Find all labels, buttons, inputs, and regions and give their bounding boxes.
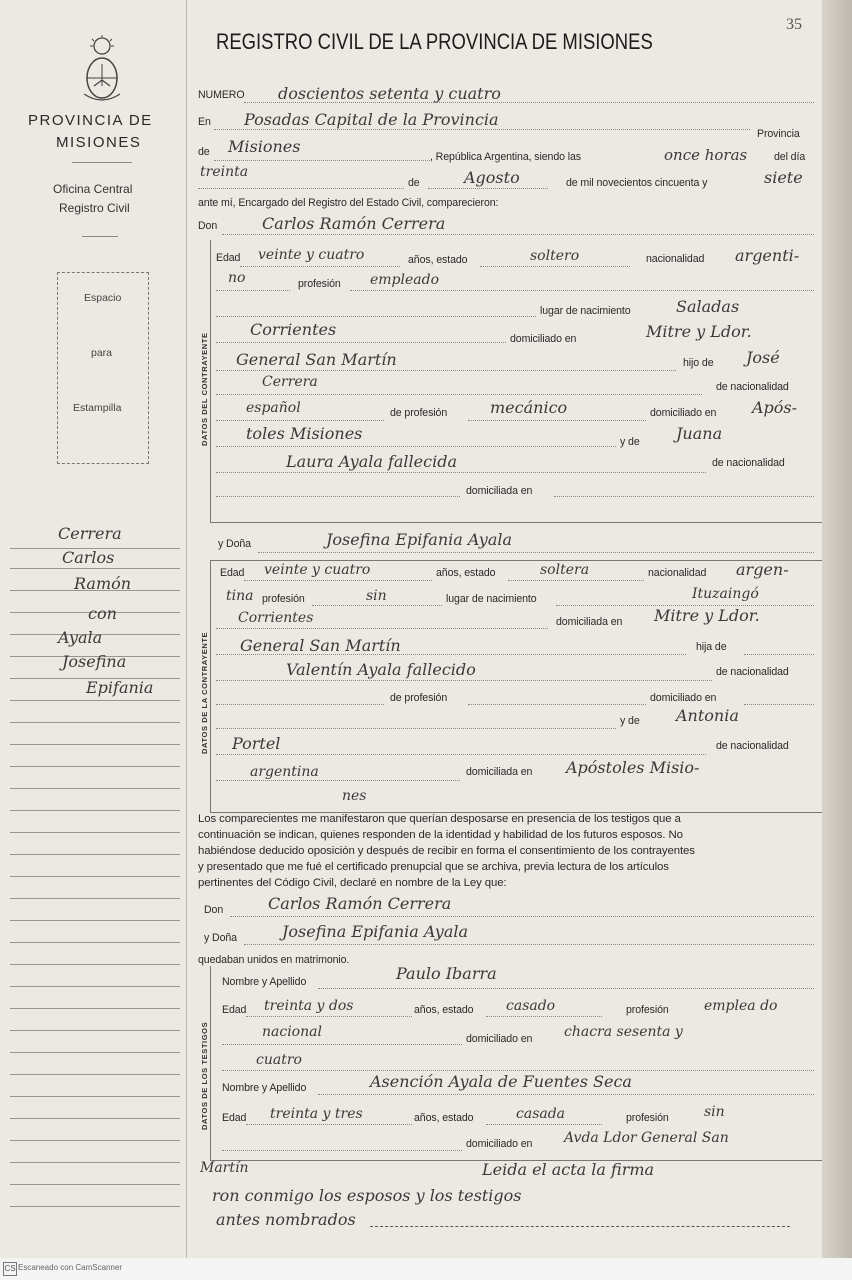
groom-birthplace-cont: Corrientes xyxy=(250,320,337,339)
fill-line xyxy=(468,420,646,421)
bride-mother: Antonia xyxy=(676,706,739,725)
margin-rule xyxy=(10,788,180,789)
label-de-profesion: de profesión xyxy=(390,692,448,704)
label-nombre-apellido: Nombre y Apellido xyxy=(222,976,307,988)
fill-line xyxy=(244,944,814,945)
fill-line xyxy=(468,704,646,705)
fill-line xyxy=(240,266,400,267)
fill-line xyxy=(744,704,814,705)
witness1-name: Paulo Ibarra xyxy=(396,964,497,983)
witness2-address-cont: Martín xyxy=(200,1160,249,1176)
groom-nationality-cont: no xyxy=(228,270,246,286)
label-anios-estado: años, estado xyxy=(408,254,468,266)
married-statement: quedaban unidos en matrimonio. xyxy=(198,954,350,966)
margin-rule xyxy=(10,1162,180,1163)
bride-section-label: DATOS DE LA CONTRAYENTE xyxy=(200,631,209,754)
label-domiciliado-en: domiciliado en xyxy=(650,692,717,704)
fill-line xyxy=(508,580,644,581)
label-don: Don xyxy=(204,904,224,916)
label-ante: ante mí, Encargado del Registro del Estado Civil, comparecieron: xyxy=(198,197,499,209)
label-nacionalidad: nacionalidad xyxy=(646,253,705,265)
label-de: de xyxy=(198,146,210,158)
margin-note-line: con xyxy=(88,604,117,623)
margin-rule xyxy=(10,1206,180,1207)
groom-father: José xyxy=(746,348,780,367)
margin-rule xyxy=(10,568,180,569)
fill-line xyxy=(554,496,814,497)
section-border xyxy=(210,522,822,523)
declaration-text: Los comparecientes me manifestaron que querían desposarse en presencia de los testigos que a xyxy=(198,813,681,825)
witnesses-section-label: DATOS DE LOS TESTIGOS xyxy=(200,1021,209,1130)
label-anios-estado: años, estado xyxy=(414,1112,474,1124)
page-edge xyxy=(822,0,852,1258)
fill-line xyxy=(216,496,460,497)
fill-line xyxy=(222,234,814,235)
margin-rule xyxy=(10,832,180,833)
fill-line xyxy=(428,188,548,189)
groom-age: veinte y cuatro xyxy=(258,247,365,263)
margin-rule xyxy=(10,722,180,723)
document-title: REGISTRO CIVIL DE LA PROVINCIA DE MISIONES xyxy=(216,29,653,54)
label-nacionalidad: nacionalidad xyxy=(648,567,707,579)
label-provincia: Provincia xyxy=(757,128,800,140)
witness2-status: casada xyxy=(516,1106,566,1122)
margin-rule xyxy=(10,942,180,943)
groom-father-profession: mecánico xyxy=(490,398,568,417)
bride-name: Josefina Epifania Ayala xyxy=(326,530,513,549)
groom-mother-cont: Laura Ayala fallecida xyxy=(286,452,457,471)
label-lugar-nacimiento: lugar de nacimiento xyxy=(540,305,631,317)
fill-line xyxy=(744,654,814,655)
section-border xyxy=(210,966,211,1160)
fill-line xyxy=(216,754,706,755)
fill-line xyxy=(222,1070,814,1071)
scanner-footer xyxy=(0,1258,852,1280)
margin-rule xyxy=(10,876,180,877)
declaration-text: pertinentes del Código Civil, declaré en nombre de la Ley que: xyxy=(198,877,507,889)
bride-mother-nationality: argentina xyxy=(250,764,319,780)
act-month: Agosto xyxy=(464,168,520,187)
groom-father-address-cont: toles Misiones xyxy=(246,424,363,443)
label-domiciliada-en: domiciliada en xyxy=(466,766,533,778)
bride-status: soltera xyxy=(540,562,590,578)
declaration-text: habiéndose deducido oposición y después de recibir en forma el consentimiento de los contrayentes xyxy=(198,845,695,857)
act-day: treinta xyxy=(200,164,249,180)
bride-nationality-cont: tina xyxy=(226,588,254,604)
label-domiciliado-en: domiciliado en xyxy=(466,1138,533,1150)
fill-line xyxy=(486,1124,602,1125)
fill-line xyxy=(216,628,548,629)
fill-line xyxy=(350,290,814,291)
fill-line xyxy=(216,342,506,343)
margin-rule xyxy=(10,1118,180,1119)
declared-groom: Carlos Ramón Cerrera xyxy=(268,894,452,913)
fill-line xyxy=(246,1016,412,1017)
margin-rule xyxy=(10,986,180,987)
fill-line xyxy=(216,728,616,729)
witness2-address: Avda Ldor General San xyxy=(564,1130,729,1146)
label-anios-estado: años, estado xyxy=(414,1004,474,1016)
closing-dash-line xyxy=(370,1226,790,1227)
margin-rule xyxy=(10,964,180,965)
label-profesion: profesión xyxy=(298,278,341,290)
bride-profession: sin xyxy=(366,588,387,604)
fill-line xyxy=(230,916,814,917)
groom-address: Mitre y Ldor. xyxy=(646,322,752,341)
label-edad: Edad xyxy=(222,1004,247,1016)
margin-rule xyxy=(10,920,180,921)
margin-separator xyxy=(186,0,187,1258)
fill-line xyxy=(244,580,432,581)
groom-section-label: DATOS DEL CONTRAYENTE xyxy=(200,332,209,446)
groom-father-cont: Cerrera xyxy=(262,374,318,390)
declaration-text: y presentado que me fué el certificado prenupcial que se archiva, previa lectura de los artículos xyxy=(198,861,669,873)
margin-rule xyxy=(10,1030,180,1031)
stamp-label: Espacio xyxy=(84,292,122,304)
margin-rule xyxy=(10,898,180,899)
label-nombre-apellido: Nombre y Apellido xyxy=(222,1082,307,1094)
margin-rule xyxy=(10,1008,180,1009)
section-border xyxy=(210,560,822,561)
fill-line xyxy=(222,1044,462,1045)
margin-rule xyxy=(10,1140,180,1141)
label-profesion: profesión xyxy=(626,1112,669,1124)
fill-line xyxy=(216,680,712,681)
fill-line xyxy=(318,1094,814,1095)
fill-line xyxy=(246,1124,412,1125)
witness1-profession: emplea do xyxy=(704,998,778,1014)
act-hour: once horas xyxy=(664,146,748,164)
groom-nationality: argenti- xyxy=(735,246,800,265)
label-del-dia: del día xyxy=(774,151,806,163)
witness2-profession: sin xyxy=(704,1104,725,1120)
fill-line xyxy=(216,472,706,473)
margin-rule xyxy=(10,1052,180,1053)
fill-line xyxy=(318,988,814,989)
page-number: 35 xyxy=(786,16,802,33)
fill-line xyxy=(216,780,460,781)
fill-line xyxy=(216,446,616,447)
closing-line: Leida el acta la firma xyxy=(482,1160,655,1179)
witness2-name: Asención Ayala de Fuentes Seca xyxy=(370,1072,632,1091)
groom-mother: Juana xyxy=(676,424,723,443)
act-year: siete xyxy=(764,168,803,187)
label-lugar-nacimiento: lugar de nacimiento xyxy=(446,593,537,605)
fill-line xyxy=(216,370,676,371)
fill-line xyxy=(216,316,536,317)
declaration-text: continuación se indican, quienes responden de la identidad y habilidad de los futuros esposos. No xyxy=(198,829,683,841)
fill-line xyxy=(216,420,384,421)
bride-birthplace-cont: Corrientes xyxy=(238,610,314,626)
label-y-de: y de xyxy=(620,436,640,448)
fill-line xyxy=(216,290,290,291)
office-name: Registro Civil xyxy=(59,201,130,215)
section-border xyxy=(210,240,211,522)
fill-line xyxy=(222,1150,462,1151)
margin-rule xyxy=(10,744,180,745)
fill-line xyxy=(480,266,630,267)
bride-address-cont: General San Martín xyxy=(240,636,401,655)
groom-father-address: Após- xyxy=(752,398,798,417)
label-en: En xyxy=(198,116,211,128)
fill-line xyxy=(216,704,384,705)
scanner-credit: Escaneado con CamScanner xyxy=(18,1263,123,1272)
fill-line xyxy=(216,654,686,655)
witness1-status: casado xyxy=(506,998,556,1014)
margin-rule xyxy=(10,1074,180,1075)
label-de-nacionalidad: de nacionalidad xyxy=(716,740,789,752)
label-y-dona: y Doña xyxy=(218,538,251,550)
fill-line xyxy=(312,605,442,606)
label-domiciliado-en: domiciliado en xyxy=(466,1033,533,1045)
witness1-age: treinta y dos xyxy=(264,998,354,1014)
margin-note-line: Ayala xyxy=(58,628,103,647)
bride-mother-address-cont: nes xyxy=(342,788,367,804)
office-label: Oficina Central xyxy=(53,182,133,196)
bride-mother-address: Apóstoles Misio- xyxy=(566,758,700,777)
fill-line xyxy=(198,188,404,189)
witness2-age: treinta y tres xyxy=(270,1106,363,1122)
bride-birthplace: Ituzaingó xyxy=(692,586,759,602)
bride-age: veinte y cuatro xyxy=(264,562,371,578)
margin-rule xyxy=(10,1096,180,1097)
label-y-de: y de xyxy=(620,715,640,727)
fill-line xyxy=(214,160,430,161)
label-de: de xyxy=(408,177,420,189)
margin-note-line: Josefina xyxy=(62,652,127,671)
groom-birthplace: Saladas xyxy=(676,297,740,316)
label-domiciliada: domiciliada en xyxy=(556,616,623,628)
margin-rule xyxy=(10,810,180,811)
label-republica: , República Argentina, siendo las xyxy=(430,151,581,163)
section-border xyxy=(210,560,211,812)
divider xyxy=(82,236,118,237)
camscanner-logo-icon: CS xyxy=(3,1262,17,1276)
stamp-label: Estampilla xyxy=(73,402,122,414)
act-number: doscientos setenta y cuatro xyxy=(278,84,501,103)
label-numero: NUMERO xyxy=(198,89,245,101)
label-don: Don xyxy=(198,220,218,232)
margin-rule xyxy=(10,766,180,767)
bride-address: Mitre y Ldor. xyxy=(654,606,760,625)
label-de-nacionalidad: de nacionalidad xyxy=(716,666,789,678)
fill-line xyxy=(258,552,814,553)
groom-address-cont: General San Martín xyxy=(236,350,397,369)
label-domiciliado: domiciliado en xyxy=(510,333,577,345)
label-edad: Edad xyxy=(220,567,245,579)
groom-name: Carlos Ramón Cerrera xyxy=(262,214,446,233)
witness1-address: chacra sesenta y xyxy=(564,1024,683,1040)
label-hija-de: hija de xyxy=(696,641,727,653)
margin-note-line: Ramón xyxy=(74,574,132,593)
groom-father-nationality: español xyxy=(246,400,301,416)
label-edad: Edad xyxy=(216,252,241,264)
province-label: PROVINCIA DE xyxy=(28,112,153,129)
margin-rule xyxy=(10,854,180,855)
label-domiciliada-en: domiciliada en xyxy=(466,485,533,497)
label-profesion: profesión xyxy=(262,593,305,605)
margin-rule xyxy=(10,1184,180,1185)
fill-line xyxy=(486,1016,602,1017)
margin-note-line: Cerrera xyxy=(58,524,122,543)
divider xyxy=(72,162,132,163)
label-y-dona: y Doña xyxy=(204,932,237,944)
declared-bride: Josefina Epifania Ayala xyxy=(282,922,469,941)
fill-line xyxy=(214,129,750,130)
bride-mother-cont: Portel xyxy=(232,734,281,753)
label-de-nacionalidad: de nacionalidad xyxy=(712,457,785,469)
label-de-profesion: de profesión xyxy=(390,407,448,419)
label-hijo-de: hijo de xyxy=(683,357,714,369)
bride-nationality: argen- xyxy=(736,560,789,579)
closing-line: antes nombrados xyxy=(216,1210,356,1229)
national-coat-of-arms-icon xyxy=(78,34,126,104)
label-anios-estado: años, estado xyxy=(436,567,496,579)
province-name: MISIONES xyxy=(56,134,142,151)
margin-note-line: Epifania xyxy=(86,678,154,697)
witness1-profession-cont: nacional xyxy=(262,1024,322,1040)
fill-line xyxy=(216,394,702,395)
margin-note-line: Carlos xyxy=(62,548,115,567)
witness1-address-cont: cuatro xyxy=(256,1052,302,1068)
label-de-nacionalidad: de nacionalidad xyxy=(716,381,789,393)
groom-status: soltero xyxy=(530,248,580,264)
stamp-label: para xyxy=(91,347,113,359)
label-edad: Edad xyxy=(222,1112,247,1124)
closing-line: ron conmigo los esposos y los testigos xyxy=(212,1186,522,1205)
act-place: Posadas Capital de la Provincia xyxy=(244,110,499,129)
bride-father: Valentín Ayala fallecido xyxy=(286,660,476,679)
label-mil: de mil novecientos cincuenta y xyxy=(566,177,708,189)
label-domiciliado-en: domiciliado en xyxy=(650,407,717,419)
act-province: Misiones xyxy=(228,137,301,156)
margin-rule xyxy=(10,700,180,701)
groom-profession: empleado xyxy=(370,272,440,288)
label-profesion: profesión xyxy=(626,1004,669,1016)
